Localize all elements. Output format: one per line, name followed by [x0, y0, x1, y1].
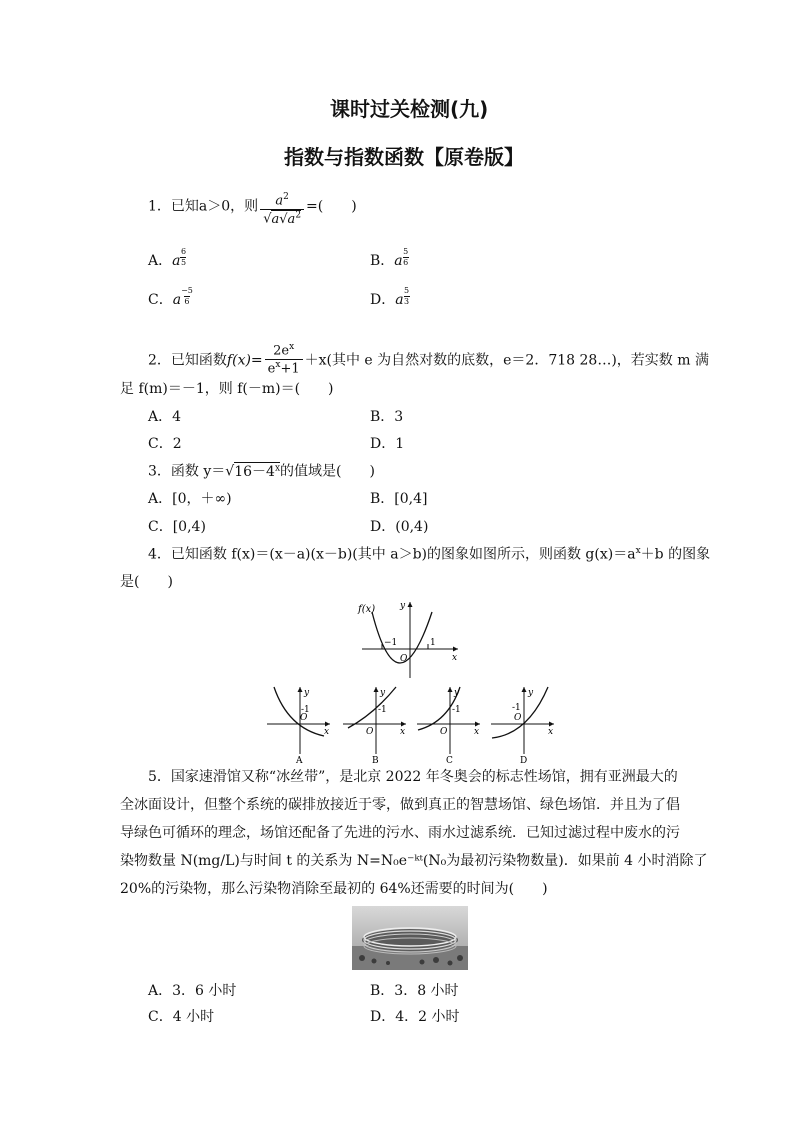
q3-option-a: A．[0，＋∞)	[148, 491, 232, 507]
q1-num-exp: 2	[283, 192, 289, 202]
q3-option-c: C．[0,4)	[148, 519, 206, 535]
q1-cond: a＞0，则	[198, 198, 259, 215]
q4-graph-a	[264, 684, 334, 766]
fx-label: f(x)	[358, 604, 376, 615]
q5-option-d: D．4．2 小时	[370, 1009, 460, 1025]
q1-suffix: =( )	[306, 198, 357, 215]
q2-fraction: $\frac{2e^x}{e^x+1}$	[265, 342, 303, 378]
q4-graph-b	[340, 684, 410, 766]
svg-text:O: O	[440, 727, 448, 737]
q5-line-5: 20%的污染物，那么污染物消除至最初的 64%还需要的时间为( )	[120, 881, 548, 897]
q2-option-a: A．4	[148, 409, 182, 425]
q1-den-a: a	[271, 211, 280, 227]
q4-graph-c	[414, 684, 484, 766]
x-label: x	[452, 653, 458, 663]
question-3: 3．函数 $y=√16-4^x$的值域是( )	[148, 463, 375, 480]
q1-option-a: A．a $\frac{6}{5}$	[148, 247, 187, 269]
curve-a	[274, 687, 324, 736]
q4-main-graph	[352, 598, 464, 680]
q1-option-c: C．a $\frac{-5}{6}$	[148, 286, 193, 308]
q5-line-3: 导绿色可循环的理念，场馆还配备了先进的污水、雨水过滤系统．已知过滤过程中废水的污	[120, 825, 680, 841]
curve-b	[348, 687, 396, 728]
svg-text:-1: -1	[301, 705, 310, 715]
y-axis-arrow	[408, 602, 413, 607]
svg-text:x: x	[548, 727, 554, 737]
svg-text:-1: -1	[512, 703, 521, 713]
q1-prefix: 1．已知	[148, 198, 199, 215]
q5-option-c: C．4 小时	[148, 1009, 215, 1025]
y-label: y	[400, 601, 406, 611]
q2-option-b: B．3	[370, 409, 404, 425]
svg-text:x: x	[400, 727, 406, 737]
q5-option-b: B．3．8 小时	[370, 983, 459, 999]
q2-option-c: C．2	[148, 436, 182, 452]
q2-line2: 足 f(m)＝－1，则 f(－m)＝( )	[120, 381, 334, 397]
q1-den-exp: 2	[295, 210, 302, 221]
q1-option-b: B．a $\frac{5}{6}$	[370, 247, 409, 269]
svg-text:y: y	[528, 688, 534, 698]
question-2: 2．已知函数f(x)= $\frac{2e^x}{e^x+1}$ ＋x(其中 e 为自然对数的底数，e＝2．718 28…)，若实数 m 满	[148, 342, 709, 377]
svg-text:x: x	[474, 727, 480, 737]
graph-c-letter: C	[446, 756, 453, 766]
question-4: 4．已知函数 f(x)＝(x－a)(x－b)(其中 a＞b)的图象如图所示，则函数 $g(x)=a^x+b$ 的图象	[148, 546, 711, 563]
svg-text:y: y	[380, 688, 386, 698]
stadium-photo	[352, 906, 468, 970]
q5-line-1: 5．国家速滑馆又称“冰丝带”，是北京 2022 年冬奥会的标志性场馆，拥有亚洲最大的	[148, 769, 678, 785]
svg-text:O: O	[514, 713, 522, 723]
q3-option-b: B．[0,4]	[370, 491, 428, 507]
q1-fraction: $\frac{a^2}{√a√a^2}$	[260, 192, 304, 228]
neg-one-label: −1	[384, 638, 398, 648]
q5-line-2: 全冰面设计，但整个系统的碳排放接近于零，做到真正的智慧场馆、绿色场馆．并且为了倡	[120, 797, 680, 813]
svg-text:y: y	[304, 688, 310, 698]
page-title: 课时过关检测(九)	[330, 97, 489, 121]
svg-text:x: x	[324, 727, 330, 737]
x-axis-arrow	[453, 647, 458, 652]
svg-text:O: O	[366, 727, 374, 737]
origin-label: O	[400, 654, 408, 664]
q1-den-b: a	[287, 211, 296, 227]
q4-line2: 是( )	[120, 574, 173, 590]
q4-graph-d	[488, 684, 558, 766]
svg-text:O: O	[300, 713, 308, 723]
page-subtitle: 指数与指数函数【原卷版】	[284, 145, 524, 169]
q2-option-d: D．1	[370, 436, 405, 452]
graph-b-letter: B	[372, 756, 379, 766]
svg-text:-1: -1	[452, 705, 461, 715]
graph-d-letter: D	[520, 756, 528, 766]
q1-option-d: D．a $\frac{5}{3}$	[370, 286, 410, 308]
svg-text:-1: -1	[378, 705, 387, 715]
q5-option-a: A．3．6 小时	[148, 983, 237, 999]
graph-a-letter: A	[296, 756, 303, 766]
question-1	[148, 192, 357, 228]
q5-line-4: 染物数量 N(mg/L)与时间 t 的关系为 N=N₀e⁻ᵏᵗ(N₀为最初污染物数量)．如果前 4 小时消除了	[120, 853, 708, 869]
one-label: 1	[430, 638, 436, 648]
svg-text:y: y	[454, 688, 460, 698]
q1-num: a	[275, 193, 284, 209]
q3-option-d: D．(0,4)	[370, 519, 429, 535]
